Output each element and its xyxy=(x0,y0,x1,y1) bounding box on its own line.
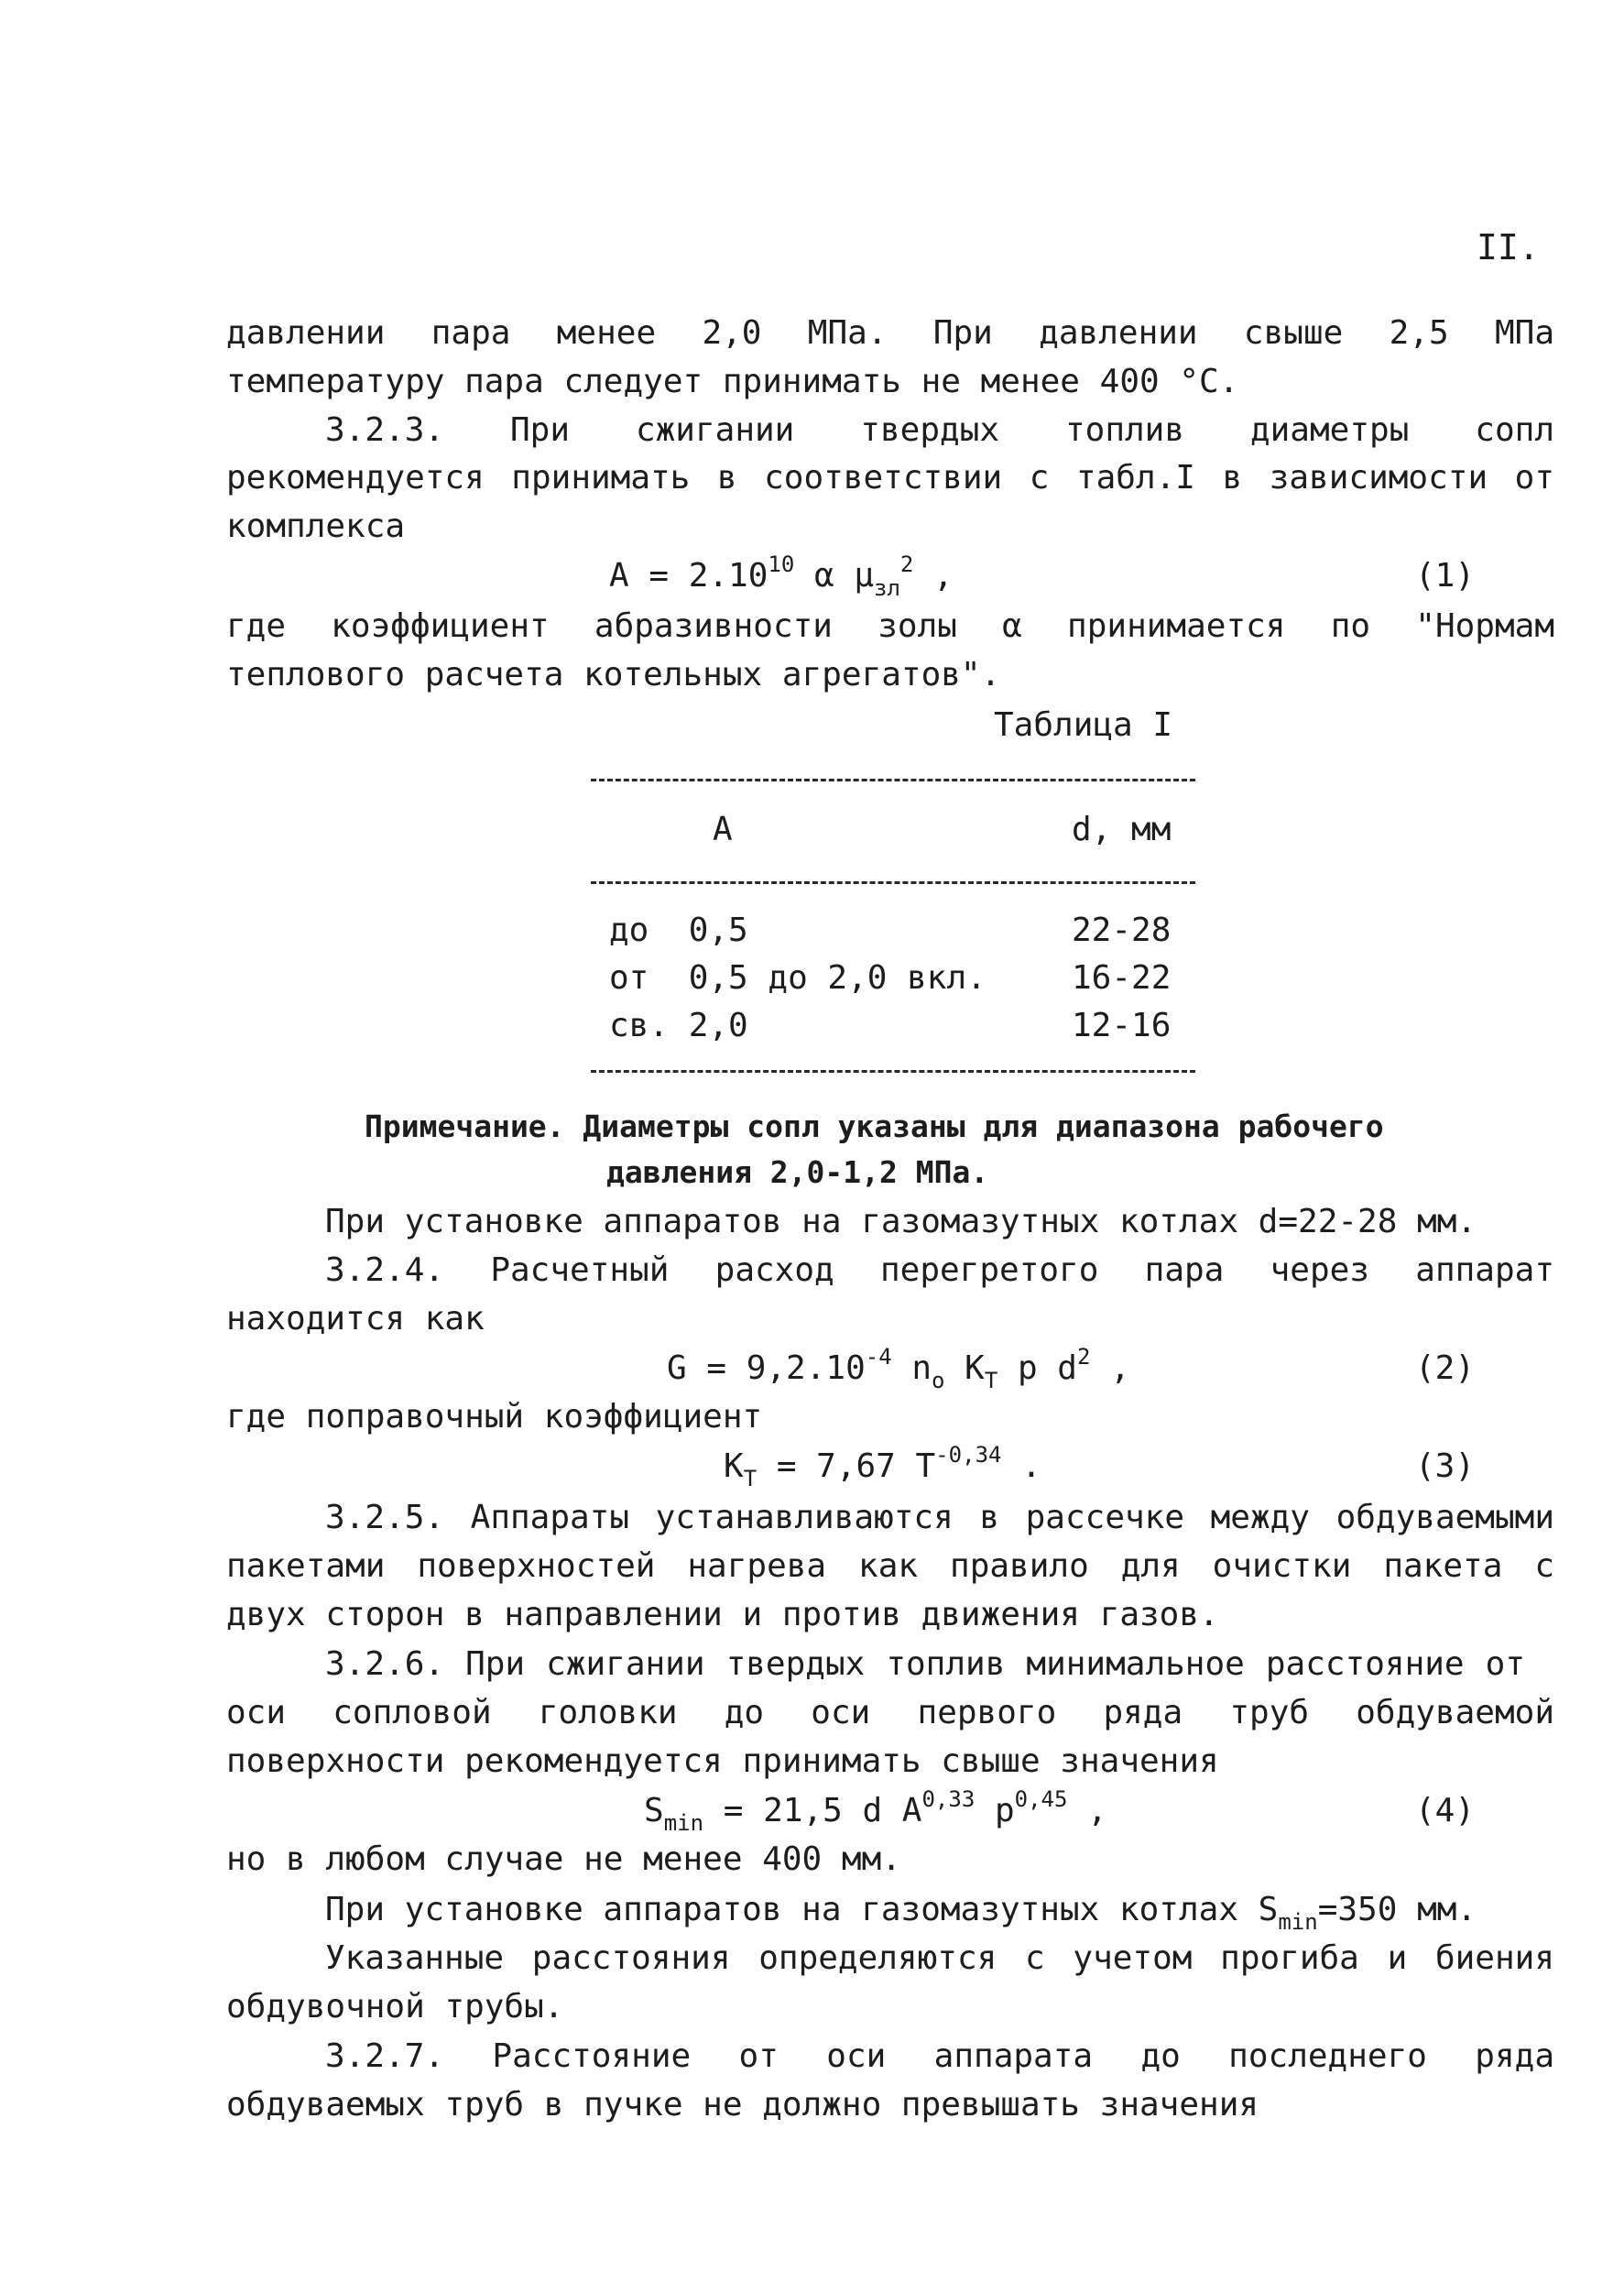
formula-1: $A = 2.10^{10}$ α $\mu_{зл}^2$ , xyxy=(609,551,954,601)
equation-number: (2) xyxy=(1415,1349,1476,1387)
paragraph-start: 3.2.3. При сжигании твердых топлив диаметры сопл xyxy=(325,411,1554,449)
text-line: температуру пара следует принимать не менее 400 °С. xyxy=(226,363,1239,400)
text-line: обдуваемых труб в пучке не должно превышать значения xyxy=(226,2086,1259,2124)
table-cell: 16-22 xyxy=(1072,959,1172,997)
text-line: где поправочный коэффициент xyxy=(226,1398,763,1436)
paragraph-start: 3.2.5. Аппараты устанавливаются в рассечке между обдуваемыми xyxy=(325,1499,1554,1536)
text-line: обдувочной трубы. xyxy=(226,1988,564,2025)
text-line: пакетами поверхностей нагрева как правило для очистки пакета с xyxy=(226,1547,1554,1585)
table-note: Примечание. Диаметры сопл указаны для диапазона рабочего xyxy=(365,1108,1384,1144)
equation-number: (3) xyxy=(1415,1447,1476,1485)
table-cell: св. 2,0 xyxy=(609,1007,748,1044)
text-line: но в любом случае не менее 400 мм. xyxy=(226,1840,901,1878)
table-cell: 12-16 xyxy=(1072,1007,1172,1044)
table-cell: от 0,5 до 2,0 вкл. xyxy=(609,959,986,997)
page-number: II. xyxy=(1477,227,1540,268)
text-line: где коэффициент абразивности золы α принимается по "Нормам xyxy=(226,607,1554,645)
equation-number: (4) xyxy=(1415,1792,1476,1829)
table-rule xyxy=(591,779,1195,781)
text-line: двух сторон в направлении и против движения газов. xyxy=(226,1596,1219,1633)
table-rule xyxy=(591,881,1195,884)
table-rule xyxy=(591,1070,1195,1073)
table-header-a: A xyxy=(713,811,733,848)
equation-number: (1) xyxy=(1415,557,1476,595)
table-note: давления 2,0-1,2 МПа. xyxy=(606,1154,989,1190)
formula-2: $G = 9,2.10^{-4}$ $n_o$ $K_T$ p $d^2$ , xyxy=(667,1344,1130,1393)
table-cell: 22-28 xyxy=(1072,912,1172,949)
text-line: давлении пара менее 2,0 МПа. При давлении свыше 2,5 МПа xyxy=(226,314,1554,352)
paragraph-start: 3.2.6. При сжигании твердых топлив минимальное расстояние от xyxy=(325,1645,1525,1683)
text-line: находится как xyxy=(226,1300,485,1338)
table-title: Таблица I xyxy=(994,706,1173,744)
text-line: поверхности рекомендуется принимать свыше значения xyxy=(226,1742,1219,1780)
table-cell: до 0,5 xyxy=(609,912,748,949)
table-header-d: d, мм xyxy=(1072,811,1172,848)
formula-3: $K_T = 7,67$ $T^{-0,34}$ . xyxy=(724,1442,1041,1491)
text-line: оси сопловой головки до оси первого ряда труб обдуваемой xyxy=(226,1694,1554,1731)
paragraph-start: При установке аппаратов на газомазутных котлах $S_{min}=350$ мм. xyxy=(325,1891,1477,1935)
text-line: комплекса xyxy=(226,508,406,545)
formula-4: $S_{min} = 21,5$ d A$^{0,33}$ $p^{0,45}$ , xyxy=(644,1786,1107,1836)
paragraph-start: Указанные расстояния определяются с учетом прогиба и биения xyxy=(325,1939,1554,1977)
paragraph-start: 3.2.7. Расстояние от оси аппарата до последнего ряда xyxy=(325,2037,1554,2075)
text-line: теплового расчета котельных агрегатов". xyxy=(226,656,1001,693)
paragraph-start: 3.2.4. Расчетный расход перегретого пара через аппарат xyxy=(325,1251,1554,1289)
paragraph-start: При установке аппаратов на газомазутных котлах d=22-28 мм. xyxy=(325,1203,1477,1240)
text-line: рекомендуется принимать в соответствии с табл.I в зависимости от xyxy=(226,459,1554,497)
